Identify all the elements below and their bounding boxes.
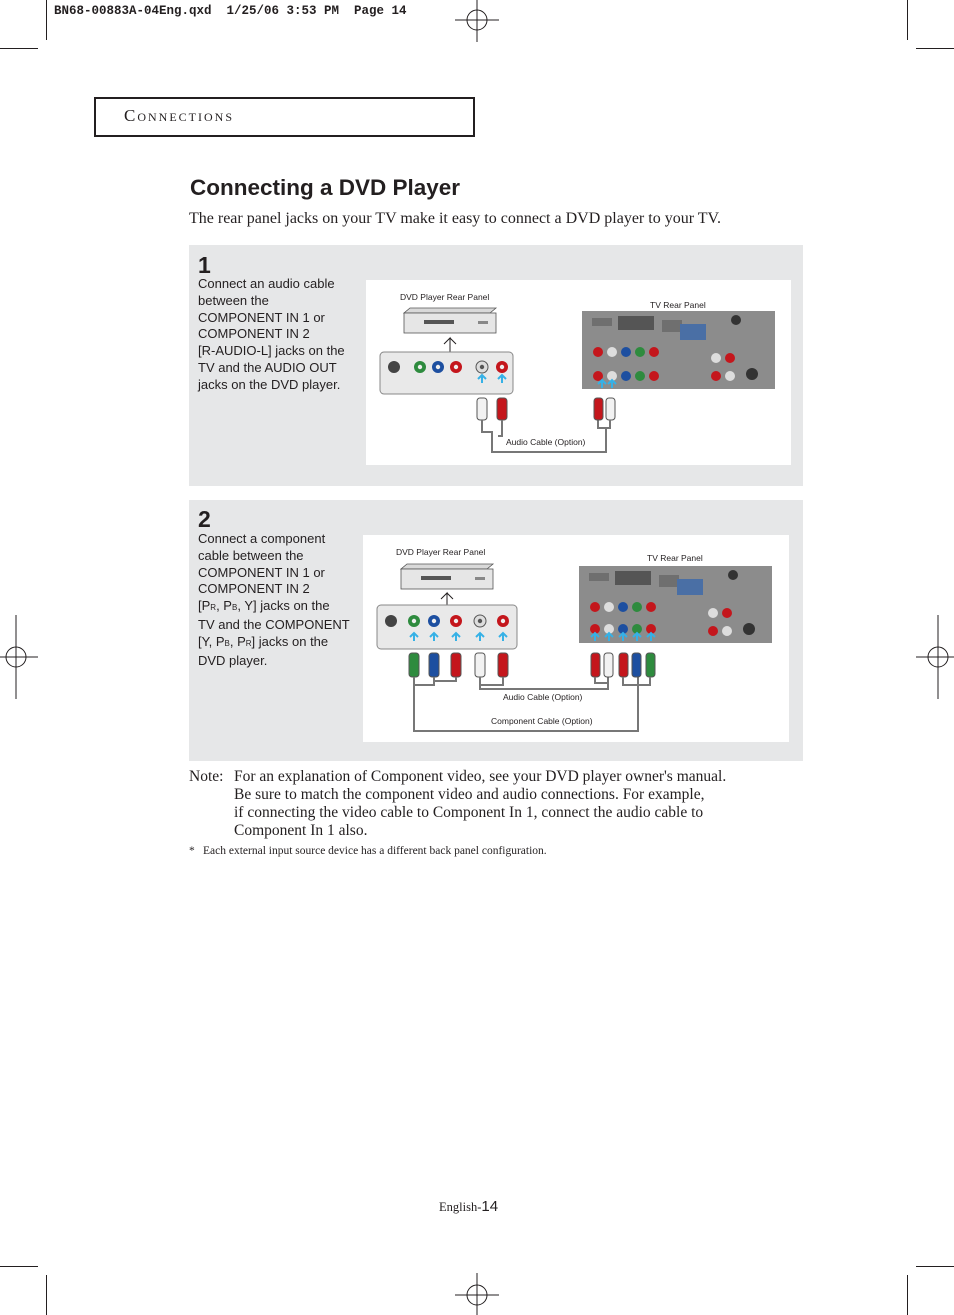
page-number: 14 (481, 1198, 499, 1215)
dvd-player-icon (401, 564, 493, 589)
audio-cable-label: Audio Cable (Option) (506, 437, 586, 447)
dvd-rear-panel-label: DVD Player Rear Panel (400, 292, 490, 302)
step-1-connection-drawing (366, 280, 791, 465)
dvd-player-icon (404, 308, 496, 333)
footnote-text: Each external input source device has a different back panel configuration. (203, 845, 547, 857)
registration-mark-bottom (455, 1273, 499, 1315)
step-2-connection-drawing (363, 535, 789, 742)
step-2-number: 2 (198, 506, 211, 532)
registration-mark-top (455, 0, 499, 44)
crop-mark (0, 1266, 38, 1267)
dvd-rear-panel-label: DVD Player Rear Panel (396, 547, 486, 557)
footnote-star: * (189, 845, 195, 857)
registration-mark-left (0, 615, 40, 699)
page-footer: English-14 (439, 1198, 499, 1215)
note-prefix: Note: (189, 768, 224, 785)
tv-rear-panel-label: TV Rear Panel (647, 553, 703, 563)
intro-text: The rear panel jacks on your TV make it easy to connect a DVD player to your TV. (189, 210, 721, 227)
crop-mark (0, 48, 38, 49)
audio-cable-label: Audio Cable (Option) (503, 692, 583, 702)
step-1-number: 1 (198, 252, 211, 278)
crop-mark (907, 1275, 908, 1315)
step-2-instructions: Connect a component cable between the COMPONENT IN 1 or COMPONENT IN 2 [PR, PB, Y] jacks on the TV and the COMPONENT [Y, PB, PR] jacks on the DVD player. (198, 531, 350, 668)
crop-mark (907, 0, 908, 40)
note-text: For an explanation of Component video, see your DVD player owner's manual. Be sure to match the component video and audio connections. For example, if connecting the video cable to Component In 1, connect the audio cable to Component In 1 also. (234, 768, 727, 839)
step-2-diagram (363, 535, 789, 742)
crop-mark (46, 0, 47, 40)
step-1-instructions: Connect an audio cable between the COMPONENT IN 1 or COMPONENT IN 2 [R-AUDIO-L] jacks on the TV and the AUDIO OUT jacks on the DVD player. (198, 276, 345, 392)
print-slug: BN68-00883A-04Eng.qxd 1/25/06 3:53 PM Page 14 (54, 4, 407, 18)
component-cable-label: Component Cable (Option) (491, 716, 593, 726)
crop-mark (916, 1266, 954, 1267)
registration-mark-right (914, 615, 954, 699)
section-header: Connections (124, 106, 235, 125)
crop-mark (46, 1275, 47, 1315)
step-1-diagram (366, 280, 791, 465)
crop-mark (916, 48, 954, 49)
page-title: Connecting a DVD Player (190, 175, 461, 200)
tv-rear-panel-label: TV Rear Panel (650, 300, 706, 310)
